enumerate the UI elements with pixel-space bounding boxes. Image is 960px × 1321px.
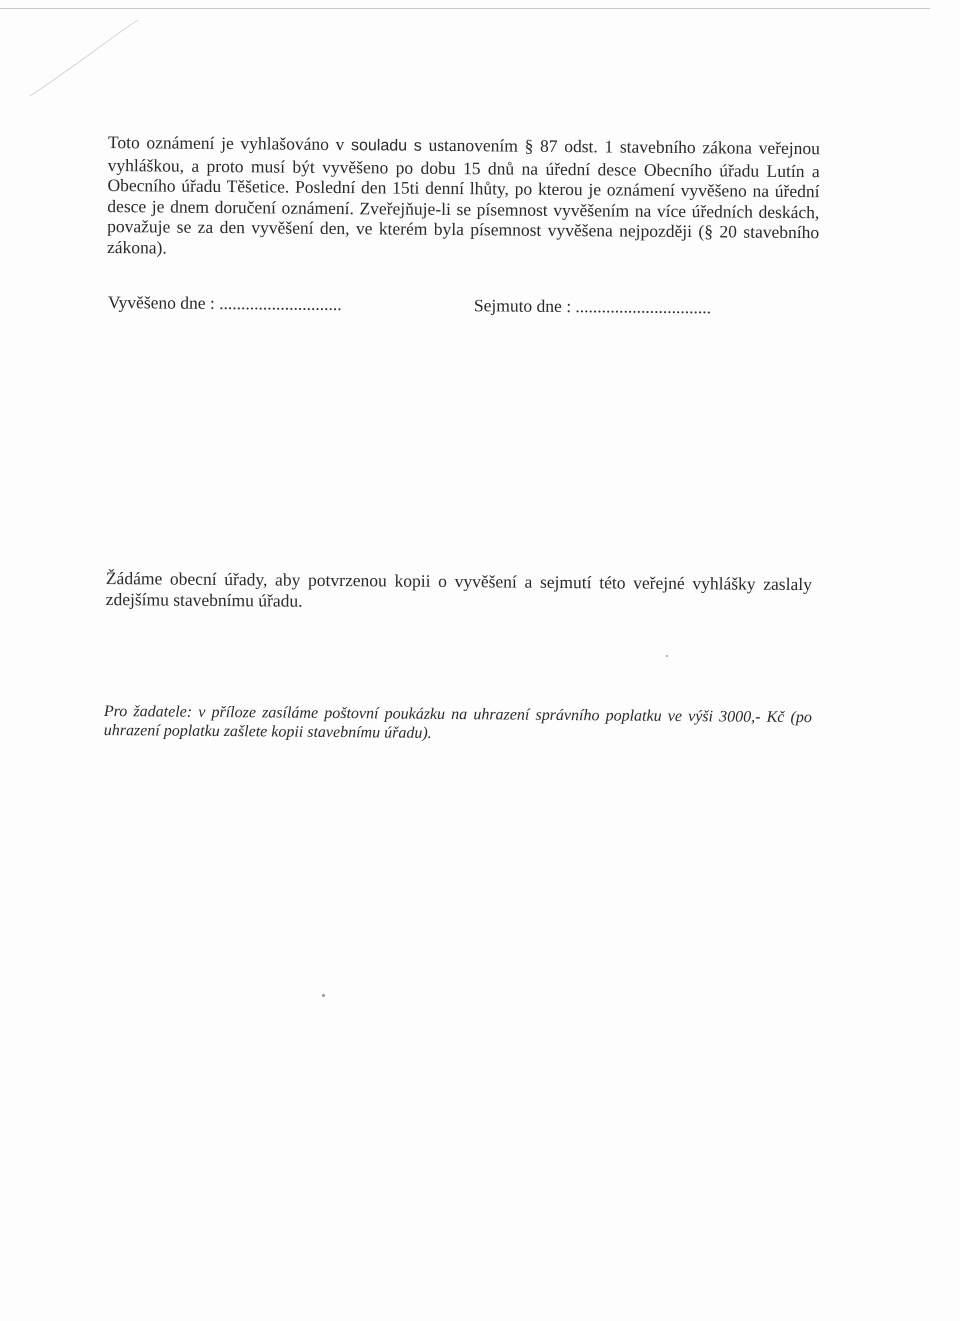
scan-artifact-stroke: [20, 18, 140, 98]
announcement-text-part2: ustanovením § 87 odst. 1 stavebního zákona veřejnou vyhláškou, a proto musí být vyvěšeno po dobu 15 dnů na úřední desce Obecního úřadu Lutín a Obecního úřadu Těšetice. Poslední den 15ti denní lhůty, po kterou je oznámení vyvěšeno na úřední desce je dnem doručení oznámení. Zveřejňuje-li se písemnost vyvěšením na více úředních deskách, považuje se za den vyvěšení den, ve kterém byla písemnost vyvěšena nejpozději (§ 20 stavebního zákona).: [106, 134, 820, 258]
announcement-text-part1: Toto oznámení je vyhlašováno v: [107, 132, 352, 155]
posted-date-field: Vyvěšeno dne : ............................: [107, 292, 342, 315]
scan-speck: [666, 655, 668, 657]
top-scan-edge: [0, 8, 930, 9]
applicant-note-paragraph: Pro žadatele: v příloze zasíláme poštovní poukázku na uhrazení správního poplatku ve výši 3000,- Kč (po uhrazení poplatku zašlete kopii stavebnímu úřadu).: [103, 702, 812, 742]
announcement-text-soul: souladu s: [350, 137, 422, 155]
scan-speck: [322, 994, 325, 997]
removed-date-field: Sejmuto dne : ...............................: [473, 295, 712, 318]
posting-dates-row: [107, 292, 808, 318]
request-paragraph: Žádáme obecní úřady, aby potvrzenou kopii o vyvěšení a sejmutí této veřejné vyhlášky zaslaly zdejšímu stavebnímu úřadu.: [105, 568, 812, 611]
announcement-paragraph: [107, 132, 820, 263]
